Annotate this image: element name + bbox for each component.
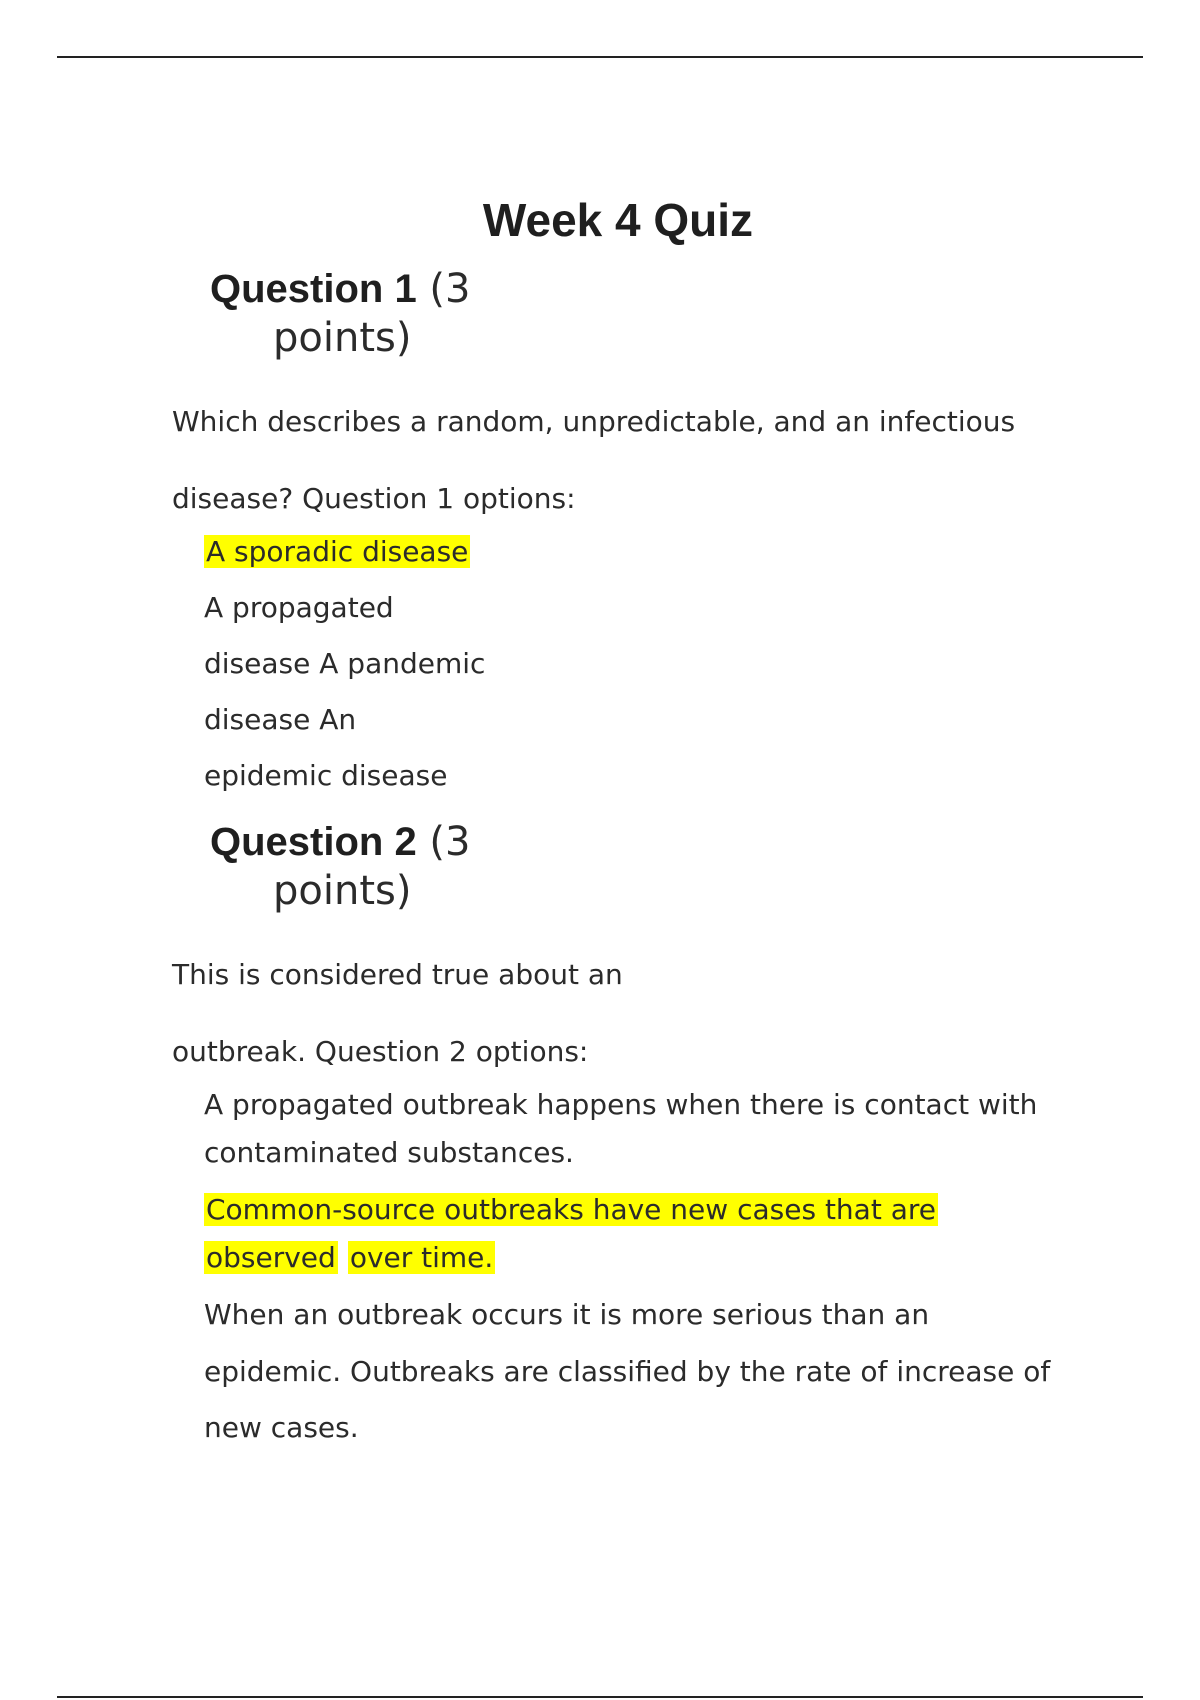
question-2-option-4-line-2[interactable]: new cases.	[204, 1411, 359, 1444]
question-2-points: (3	[429, 819, 471, 865]
page-title: Week 4 Quiz	[482, 194, 754, 246]
question-2-points-line2: points)	[273, 868, 412, 914]
question-2-option-1-line-2[interactable]: contaminated substances.	[204, 1136, 574, 1169]
question-2-label: Question 2	[210, 820, 417, 864]
question-1-option-1-highlight: A sporadic disease	[206, 535, 469, 568]
question-1-option-3[interactable]: disease A pandemic	[204, 647, 486, 680]
question-1-option-2[interactable]: A propagated	[204, 591, 394, 624]
bottom-rule	[57, 1696, 1143, 1698]
question-1-heading	[210, 265, 510, 363]
question-2-prompt-line-2: outbreak. Question 2 options:	[172, 1035, 589, 1068]
question-1-option-5[interactable]: epidemic disease	[204, 759, 448, 792]
question-1-option-4[interactable]: disease An	[204, 703, 357, 736]
question-1-option-1[interactable]	[204, 534, 470, 570]
question-2-option-4-line-1[interactable]: epidemic. Outbreaks are classified by the rate of increase of	[204, 1355, 1051, 1388]
question-2-option-2-highlight-3: over time.	[349, 1241, 494, 1274]
question-2-option-3[interactable]: When an outbreak occurs it is more serious than an	[204, 1298, 930, 1331]
question-1-points-line2: points)	[273, 315, 412, 361]
question-2-option-1-line-1[interactable]: A propagated outbreak happens when there is contact with	[204, 1088, 1038, 1121]
question-2-option-2-highlight-1: Common-source outbreaks have new cases that are	[206, 1193, 936, 1226]
question-2-option-2-line-2[interactable]	[204, 1240, 495, 1276]
question-1-label: Question 1	[210, 267, 417, 311]
question-1-prompt-line-1: Which describes a random, unpredictable, and an infectious	[172, 405, 1016, 438]
question-2-heading	[210, 818, 510, 916]
question-2-prompt-line-1: This is considered true about an	[172, 958, 623, 991]
question-2-option-2-line-1[interactable]	[204, 1192, 938, 1228]
question-1-prompt-line-2: disease? Question 1 options:	[172, 482, 576, 515]
top-rule	[57, 56, 1143, 58]
question-2-option-2-highlight-2: observed	[206, 1241, 336, 1274]
question-1-points: (3	[429, 266, 471, 312]
